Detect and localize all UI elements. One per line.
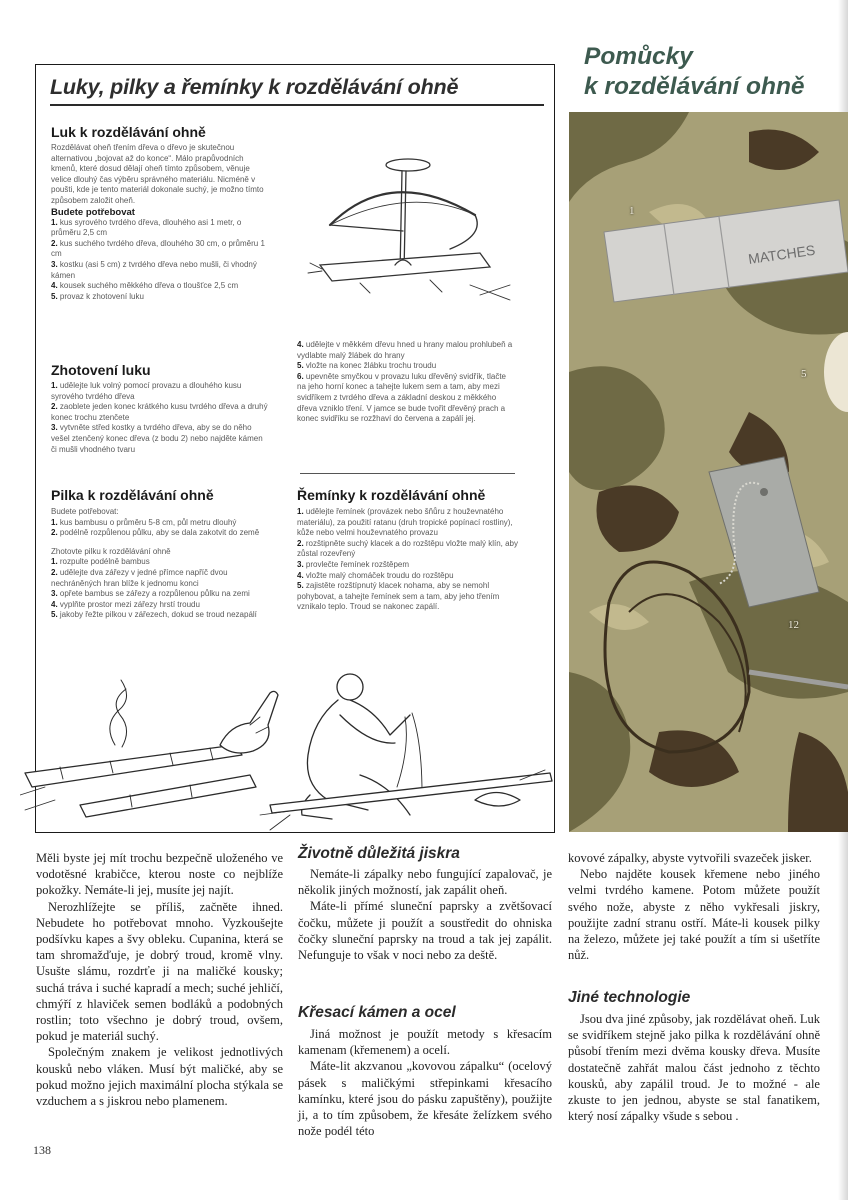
bow-drill-illustration <box>300 145 530 320</box>
list-item: 2. podélně rozpůlenou půlku, aby se dala zakotvit do země <box>51 528 260 538</box>
photo-label-1: 1 <box>629 205 635 217</box>
list-item: 4. udělejte v měkkém dřevu hned u hrany malou prohlubeň a vydlabte malý žlábek do hrany <box>297 340 513 360</box>
list-item: 3. opřete bambus se zářezy a rozpůlenou půlku na zemi <box>51 589 250 599</box>
camouflage-photo-graphic <box>569 112 848 832</box>
col2-paragraph-3: Jiná možnost je použít metody s křesacím kamenam (křemenem) a ocelí. <box>298 1027 552 1058</box>
list-item: 2. rozštipněte suchý klacek a do rozštěpu vložte malý klín, aby zůstal rozevřený <box>297 538 518 559</box>
list-item: 2. kus suchého tvrdého dřeva, dlouhého 30 cm, o průměru 1 cm <box>51 238 265 259</box>
bow-heading: Luk k rozdělávání ohně <box>51 124 206 140</box>
thong-steps-list <box>297 507 523 613</box>
col3-paragraph-2: Nebo najděte kousek křemene nebo jiného velmi tvrdého kamene. Potom můžete použít svého nože, abyste z něho vykřesali jiskry, použijte zadní stranu ostří. Máte-li kousek pilky na železo, můžete jej také použít a tím si ušetříte nůž. <box>568 867 820 963</box>
list-item: 2. udělejte dva zářezy v jedné přímce napříč dvou nechráněných hran blíže k jednomu konci <box>51 567 228 588</box>
col2-paragraph-1: Nemáte-li zápalky nebo fungující zapalovač, je několik jiných možností, jak zapálit oheň. <box>298 867 552 898</box>
col3-paragraph-3: Jsou dva jiné způsoby, jak rozdělávat oheň. Luk se svidříkem stejně jako pilka k rozdělávání ohně působí třením mezi dvěma kousky dřeva. Musíte dostatečně zahřát malou část jednoho z těchto kousků, aby zapálil troud. Je to možné - ale zkuste to jen jednou, abyste se stal fanatikem, který nosí zápalky všude s sebou . <box>568 1012 820 1124</box>
list-item: 6. upevněte smyčkou v provazu luku dřevěný svidřík, tlačte na jeho horní konec a tahejte lukem sem a tam, aby mezi svidříkem z tvrdého dřeva a základní deskou z měkkého dřeva vzniklo tření. V jamce se bude tvořit dřevěný prach a konec svidříku se rozžhaví do červena a zapálí jej. <box>297 371 506 424</box>
right-title-line2: k rozdělávání ohně <box>584 73 805 100</box>
col3-paragraph-1: kovové zápalky, abyste vytvořili svazeček jisker. <box>568 851 812 865</box>
list-item: 1. kus bambusu o průměru 5-8 cm, půl metru dlouhý <box>51 517 237 527</box>
photo-label-5: 5 <box>801 368 807 380</box>
right-section-title <box>584 42 848 102</box>
col2-paragraph-2: Máte-li přímé sluneční paprsky a zvětšovací čočku, můžete ji použít a soustředit do ohniska čočky sluneční paprsky na troud a tak jej zapálit. Nefunguje to však v noci nebo za deště. <box>298 899 552 963</box>
body-column-1 <box>36 850 283 1109</box>
list-item: 3. vytvněte střed kostky a tvrdého dřeva, aby se do něho vešel ztenčený konec dřeva (z bodu 2) nebo najděte kámen či mušli vhodného tvaru <box>51 423 263 454</box>
list-item: 5. zajistěte rozštípnutý klacek nohama, aby se nemohl pohybovat, a tahejte řemínek sem a tam, aby jeho třením vznikalo teplo. Troud se nakonec zapálí. <box>297 581 500 612</box>
photo-label-12: 12 <box>788 619 799 631</box>
section-divider <box>300 473 515 474</box>
list-item: 1. rozpulte podélně bambus <box>51 557 150 567</box>
body-column-3a <box>568 850 820 963</box>
bow-intro: Rozdělávat oheň třením dřeva o dřevo je skutečnou alternativou „bojovat až do konce“. Málo prapůvodních kmenů, které dosud dělají oheň tímto způsobem, věnuje velice dlouhý čas výběru správného materiálu. Nicméně v poušti, kde je tento materiál dokonale suchý, je možno tímto způsobem založit oheň. <box>51 143 264 205</box>
list-item: 4. vyplňte prostor mezi zářezy hrstí troudu <box>51 599 200 609</box>
panel-title: Luky, pilky a řemínky k rozdělávání ohně <box>50 75 459 99</box>
col1-paragraph-2: Nerozhlížejte se příliš, začněte ihned. Nebudete ho potřebovat mnoho. Vyzkoušejte podšívku kapes a švy obleku. Cupanina, která se tam shromažďuje, je dobrý troud, kromě vlny. Usušte slámu, rozdrťe ji na maličké kousky; suchá tráva i suché kapradí a mech; suché jehličí, chmýří z hlaviček semen bodláků a podobných rostlin; toto všechno je dobrý troud, ovšem, pokud je materiál suchý. <box>36 899 283 1044</box>
saw-make-list <box>51 557 265 621</box>
bow-make-heading: Zhotovení luku <box>51 362 151 378</box>
col3-heading-1: Jiné technologie <box>568 989 691 1006</box>
col2-heading-2: Křesací kámen a ocel <box>298 1004 456 1021</box>
col2-heading-1: Životně důležitá jiskra <box>298 845 460 862</box>
bow-intro-block <box>51 143 267 302</box>
list-item: 2. zaoblete jeden konec krátkého kusu tvrdého dřeva a druhý konec trochu ztenčete <box>51 402 268 422</box>
list-item: 4. vložte malý chomáček troudu do rozštěpu <box>297 570 454 580</box>
panel-title-rule <box>50 104 544 106</box>
body-column-3b <box>568 1011 820 1124</box>
page-number: 138 <box>33 1143 51 1157</box>
right-title-line1: Pomůcky <box>584 43 693 70</box>
list-item: 1. udělejte luk volný pomocí provazu a dlouhého kusu syrového tvrdého dřeva <box>51 381 242 401</box>
saw-needs-heading: Budete potřebovat: <box>51 507 119 516</box>
bow-make-list-left <box>51 381 269 455</box>
list-item: 1. kus syrového tvrdého dřeva, dlouhého asi 1 metr, o průměru 2,5 cm <box>51 217 242 238</box>
list-item: 5. provaz k zhotovení luku <box>51 291 144 301</box>
list-item: 3. provlečte řemínek rozštěpem <box>297 559 410 569</box>
saw-heading: Pilka k rozdělávání ohně <box>51 487 214 503</box>
saw-needs-list <box>51 518 265 539</box>
thong-heading: Řemínky k rozdělávání ohně <box>297 487 486 503</box>
body-column-2a <box>298 866 552 963</box>
fire-kit-photo <box>569 112 848 832</box>
bow-make-list-right <box>297 340 515 425</box>
list-item: 5. vložte na konec žlábku trochu troudu <box>297 361 437 371</box>
col2-paragraph-4: Máte-lit akzvanou „kovovou zápalku“ (ocelový pásek s maličkými střepinkami křesacího kamínku, které jsou do pásku zapuštěny), použijte ji, a to tím způsobem, že křesáte želízkem svého nože podél této <box>298 1059 552 1139</box>
saw-make-heading: Zhotovte pilku k rozdělávání ohně <box>51 546 171 556</box>
col1-paragraph-1: Měli byste jej mít trochu bezpečně uloženého ve vodotěsné krabičce, kterou noste co nejblíže pokožky. Nemáte-li jej, musíte jej najít. <box>36 851 283 898</box>
saw-block <box>51 507 265 621</box>
list-item: 1. udělejte řemínek (provázek nebo šňůru z houževnatého materiálu), za použití ratanu (druh tropické popínací rostliny), kůže nebo velmi houževnatého provazu <box>297 507 513 538</box>
list-item: 4. kousek suchého měkkého dřeva o tloušťce 2,5 cm <box>51 281 239 291</box>
col1-paragraph-3: Společným znakem je velikost jednotlivých kousků nebo vláken. Musí být maličké, aby se pokud možno jejich maximální plocha stýkala se vzduchem a s jiskrou nebo plamenem. <box>36 1045 283 1109</box>
bow-needs-heading: Budete potřebovat <box>51 206 135 218</box>
bow-needs-list <box>51 218 267 303</box>
body-column-2b <box>298 1026 552 1139</box>
matches-text: MATCHES <box>747 241 817 267</box>
fire-saw-thong-illustration <box>20 655 555 833</box>
list-item: 5. jakoby řežte pilkou v zářezech, dokud se troud nezapálí <box>51 610 257 620</box>
list-item: 3. kostku (asi 5 cm) z tvrdého dřeva nebo mušli, či vhodný kámen <box>51 259 257 280</box>
